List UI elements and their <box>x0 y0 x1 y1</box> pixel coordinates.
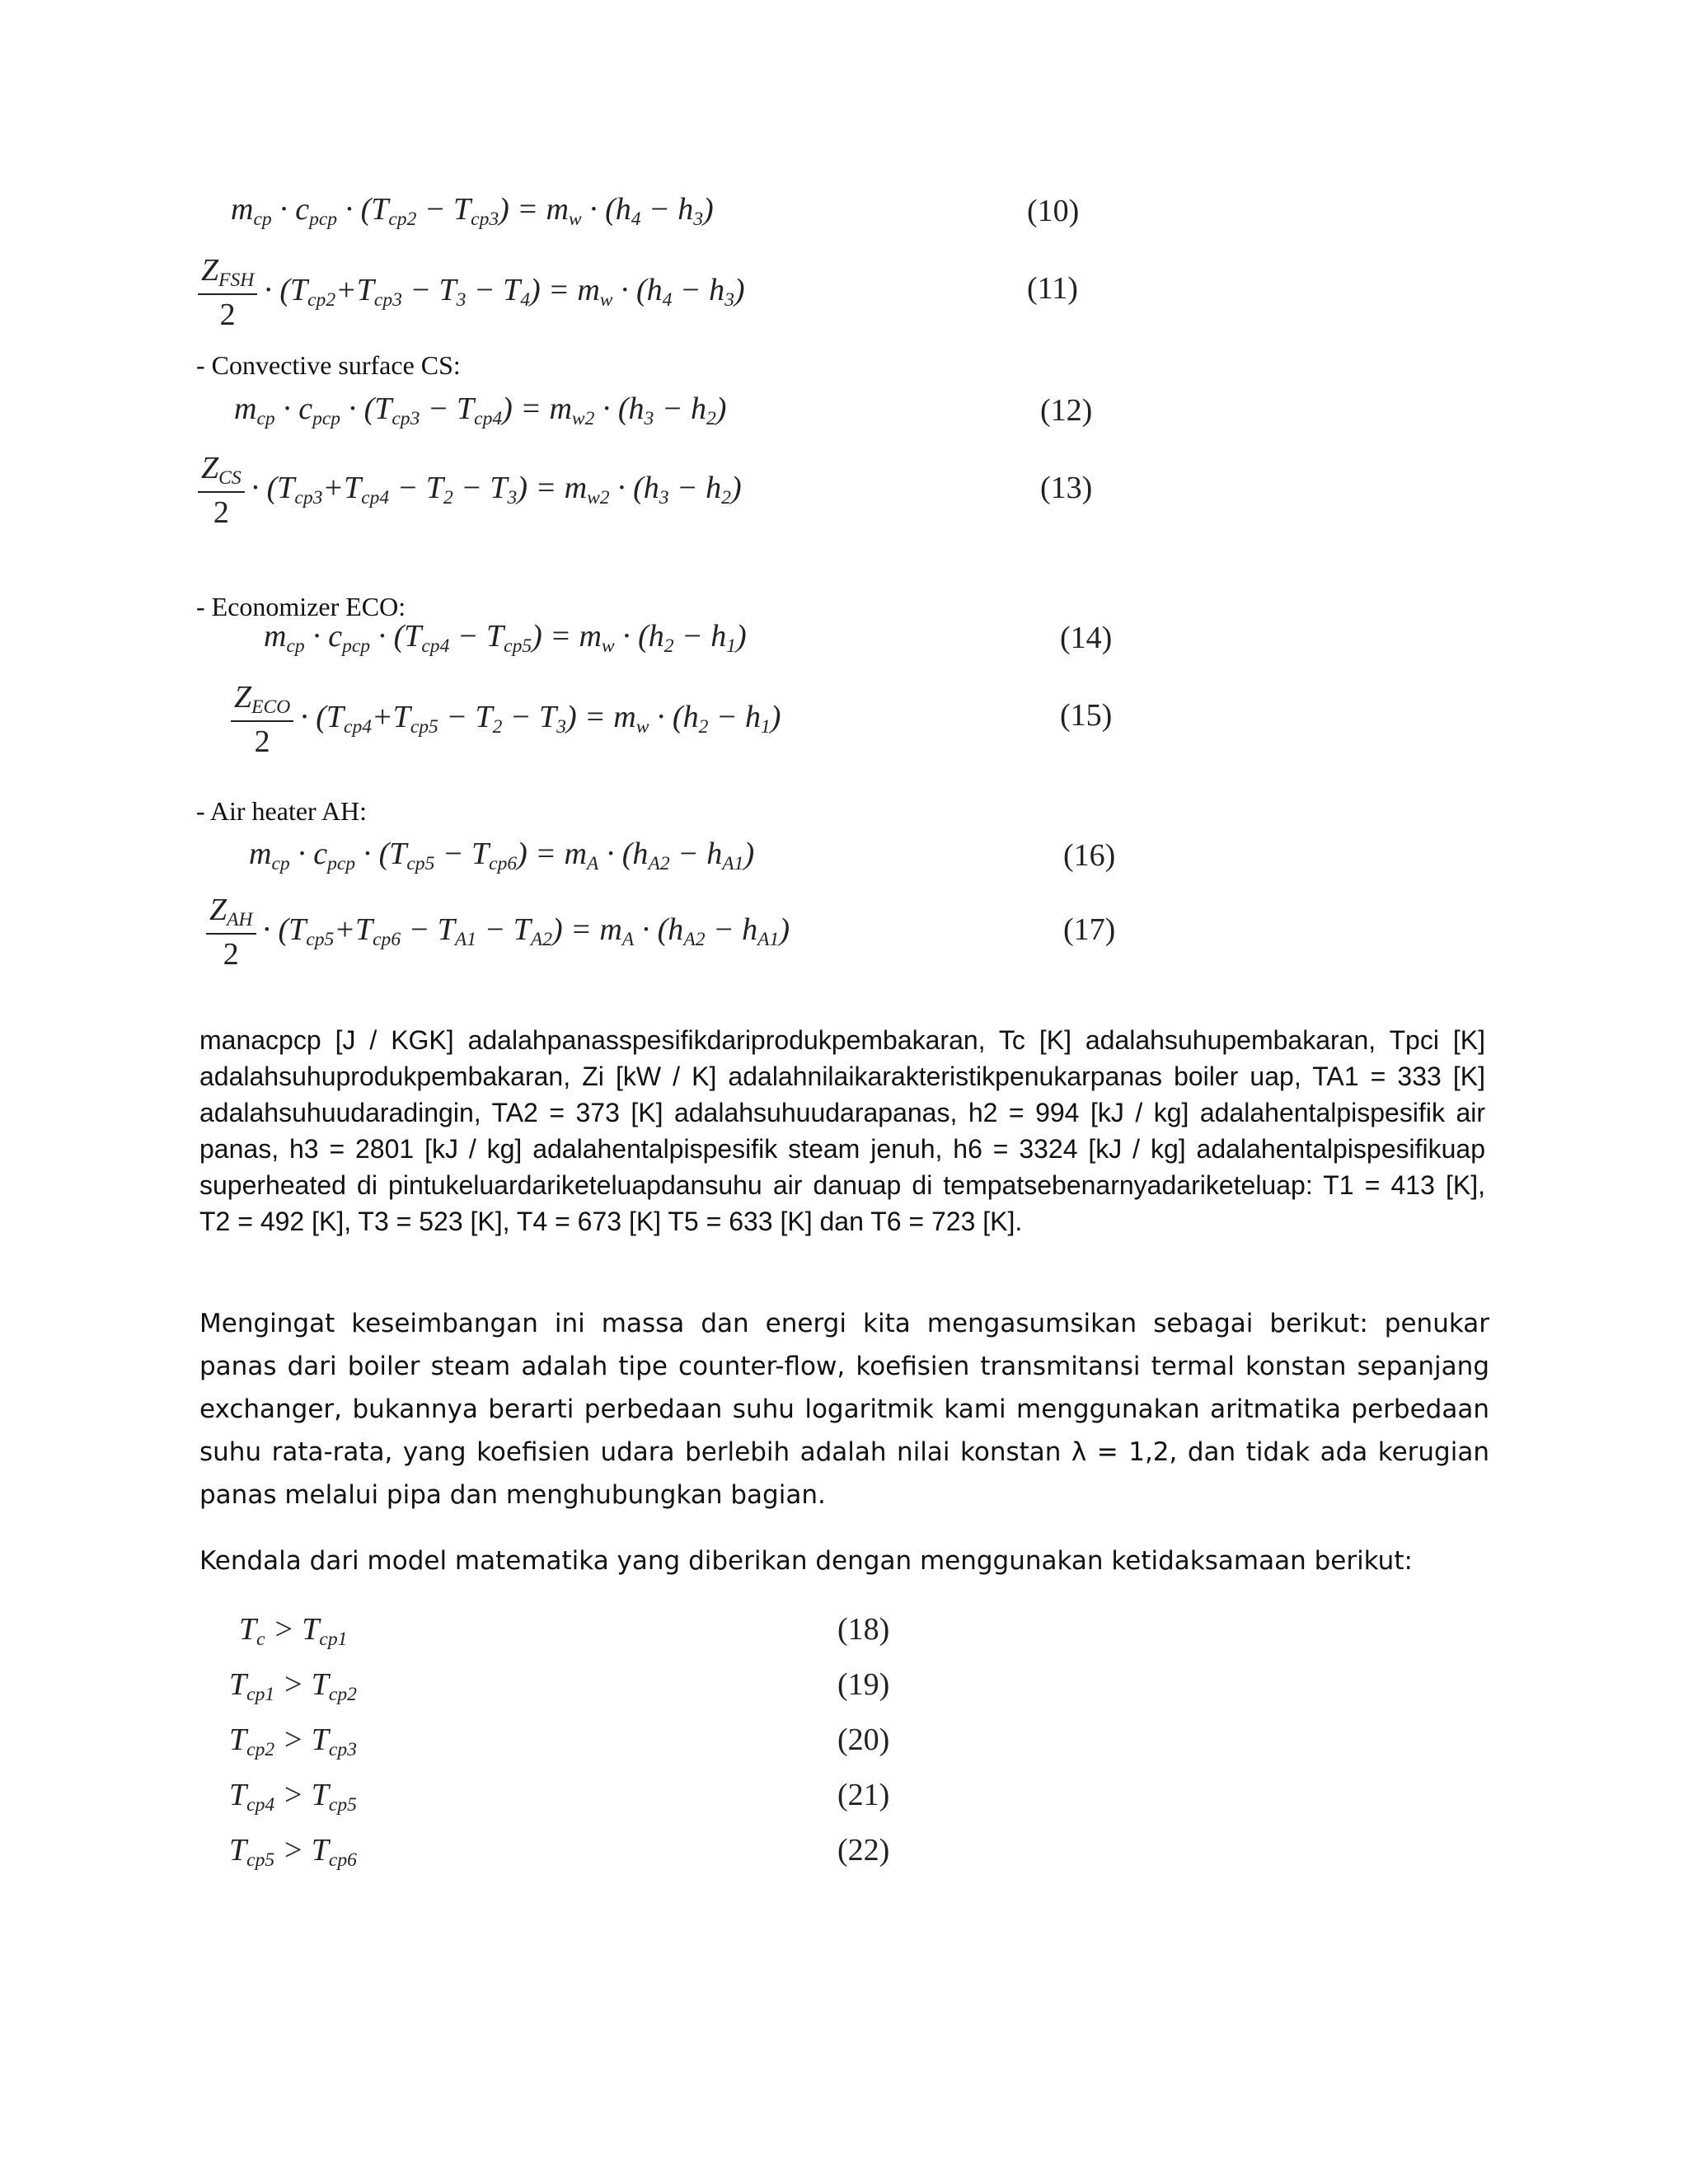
paragraph-assumptions: Mengingat keseimbangan ini massa dan energi kita mengasumsikan sebagai berikut: penukar panas dari boiler steam adalah tipe counter-flow, koefisien transmitansi termal konstan sepanjang exchanger, bukannya berarti perbedaan suhu logaritmik kami menggunakan aritmatika perbedaan suhu rata-rata, yang koefisien udara berlebih adalah nilai konstan λ = 1,2, dan tidak ada kerugian panas melalui pipa dan menghubungkan bagian. <box>199 1309 1489 1510</box>
equation-number: (17) <box>1063 912 1116 947</box>
equation-number: (18) <box>837 1612 890 1647</box>
section-heading-ah: - Air heater AH: <box>196 796 368 826</box>
equation-number: (11) <box>1027 271 1078 306</box>
equation-12: $m_{cp} \cdot c_{pcp} \cdot (T_{cp3} - T_{cp4}) = m_{w2} \cdot (h_3 - h_2)$ <box>234 391 727 430</box>
section-heading-cs: - Convective surface CS: <box>196 350 461 380</box>
equation-16: $m_{cp} \cdot c_{pcp} \cdot (T_{cp5} - T_{cp6}) = m_A \cdot (h_{A2} - h_{A1})$ <box>249 837 755 875</box>
equation-number: (14) <box>1060 621 1113 655</box>
section-heading-eco: - Economizer ECO: <box>196 592 406 621</box>
equation-number: (16) <box>1063 838 1116 873</box>
inequality-22: $T_{cp5} > T_{cp6}$ <box>229 1833 357 1872</box>
equation-number: (20) <box>837 1722 890 1757</box>
equation-10: $m_{cp} \cdot c_{pcp} \cdot (T_{cp2} - T_{cp3}) = m_w \cdot (h_4 - h_3)$ <box>231 192 714 231</box>
equation-number: (13) <box>1040 471 1093 505</box>
inequality-19: $T_{cp1} > T_{cp2}$ <box>229 1667 357 1706</box>
paragraph-definitions: manacpcp [J / KGK] adalahpanasspesifikdariprodukpembakaran, Tc [K] adalahsuhupembakaran, Tpci [K] adalahsuhuprodukpembakaran, Zi [kW / K] adalahnilaikarakteristikpenukarpanas boiler uap, TA1 = 333 [K] adalahsuhuudaradingin, TA2 = 373 [K] adalahsuhuudarapanas, h2 = 994 [kJ / kg] adalahentalpispesifik air panas, h3 = 2801 [kJ / kg] adalahentalpispesifik steam jenuh, h6 = 3324 [kJ / kg] adalahentalpispesifikuap superheated di pintukeluardariketeluapdansuhu air danuap di tempatsebenarnyadariketeluap: T1 = 413 [K], T2 = 492 [K], T3 = 523 [K], T4 = 673 [K] T5 = 633 [K] dan T6 = 723 [K]. <box>199 1025 1485 1236</box>
equation-number: (21) <box>837 1778 890 1812</box>
paragraph-constraints-intro: Kendala dari model matematika yang diberikan dengan menggunakan ketidaksamaan berikut: <box>199 1546 1413 1576</box>
equation-number: (12) <box>1040 393 1093 428</box>
equation-number: (15) <box>1060 698 1113 733</box>
inequality-20: $T_{cp2} > T_{cp3}$ <box>229 1722 357 1761</box>
equation-number: (22) <box>837 1833 890 1868</box>
equation-13: $\frac{Z_{CS}}{2}$ · $(T_{cp3}+T_{cp4} - T_2 - T_3) = m_{w2} \cdot (h_3 - h_2)$ <box>198 450 742 531</box>
inequality-18: $T_c > T_{cp1}$ <box>239 1612 348 1651</box>
equation-number: (19) <box>837 1667 890 1702</box>
equation-11: $\frac{Z_{FSH}}{2}$ · $(T_{cp2}+T_{cp3} - T_3 - T_4) = m_w \cdot (h_4 - h_3)$ <box>198 252 745 333</box>
equation-17: $\frac{Z_{AH}}{2}$ · $(T_{cp5}+T_{cp6} - T_{A1} - T_{A2}) = m_A \cdot (h_{A2} - h_{A1})$ <box>206 892 790 972</box>
inequality-21: $T_{cp4} > T_{cp5}$ <box>229 1778 357 1816</box>
equation-15: $\frac{Z_{ECO}}{2}$ · $(T_{cp4}+T_{cp5} - T_2 - T_3) = m_w \cdot (h_2 - h_1)$ <box>231 679 781 760</box>
equation-14: $m_{cp} \cdot c_{pcp} \cdot (T_{cp4} - T_{cp5}) = m_w \cdot (h_2 - h_1)$ <box>264 619 747 658</box>
equation-number: (10) <box>1027 194 1080 228</box>
